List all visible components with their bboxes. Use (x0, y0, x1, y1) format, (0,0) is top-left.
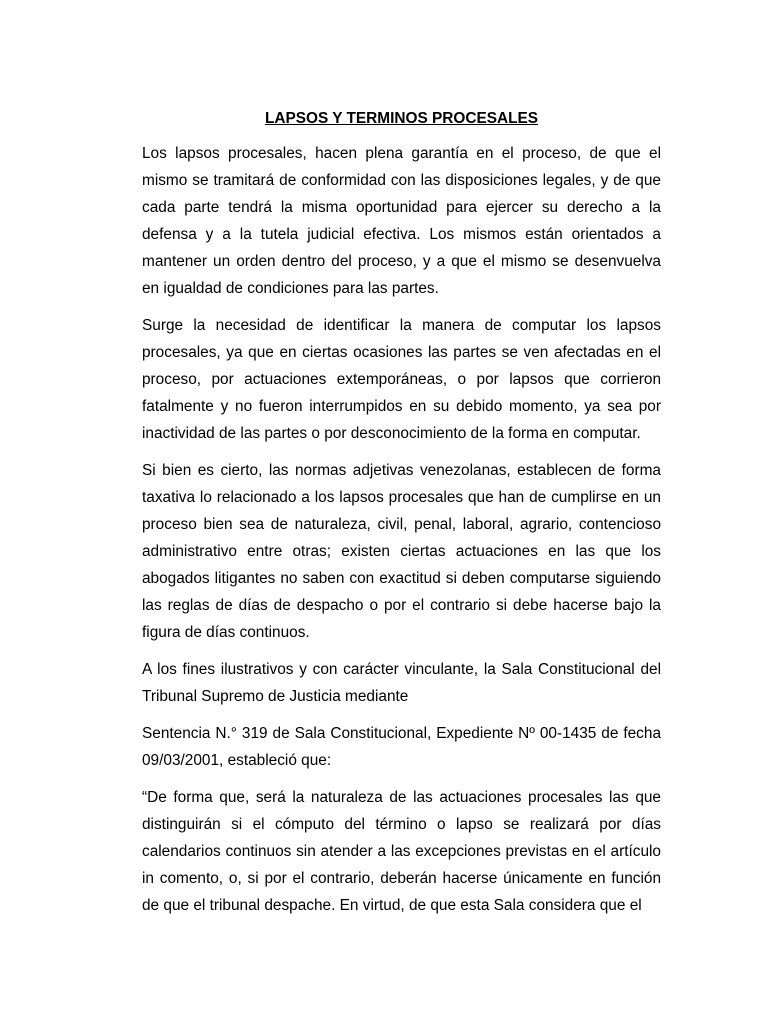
paragraph-1: Los lapsos procesales, hacen plena garantía en el proceso, de que el mismo se tramitará de conformidad con las disposiciones legales, y de que cada parte tendrá la misma oportunidad para ejercer su derecho a la defensa y a la tutela judicial efectiva. Los mismos están orientados a mantener un orden dentro del proceso, y a que el mismo se desenvuelva en igualdad de condiciones para las partes. (142, 145, 661, 297)
document-body (142, 108, 661, 929)
paragraph-3: Si bien es cierto, las normas adjetivas venezolanas, establecen de forma taxativa lo relacionado a los lapsos procesales que han de cumplirse en un proceso bien sea de naturaleza, civil, penal, laboral, agrario, contencioso administrativo entre otras; existen ciertas actuaciones en las que los abogados litigantes no saben con exactitud si deben computarse siguiendo las reglas de días de despacho o por el contrario si debe hacerse bajo la figura de días continuos. (142, 462, 661, 641)
paragraph-4: A los fines ilustrativos y con carácter vinculante, la Sala Constitucional del Tribunal Supremo de Justicia mediante (142, 661, 661, 705)
paragraph-2: Surge la necesidad de identificar la manera de computar los lapsos procesales, ya que en ciertas ocasiones las partes se ven afectadas en el proceso, por actuaciones extemporáneas, o por lapsos que corrieron fatalmente y no fueron interrumpidos en su debido momento, ya sea por inactividad de las partes o por desconocimiento de la forma en computar. (142, 317, 661, 442)
paragraph-6: “De forma que, será la naturaleza de las actuaciones procesales las que distinguirán si el cómputo del término o lapso se realizará por días calendarios continuos sin atender a las excepciones previstas en el artículo in comento, o, si por el contrario, deberán hacerse únicamente en función de que el tribunal despache. En virtud, de que esta Sala considera que el (142, 789, 661, 914)
document-title: LAPSOS Y TERMINOS PROCESALES (264, 110, 539, 127)
paragraph-5: Sentencia N.° 319 de Sala Constitucional, Expediente Nº 00-1435 de fecha 09/03/2001, estableció que: (142, 725, 661, 769)
